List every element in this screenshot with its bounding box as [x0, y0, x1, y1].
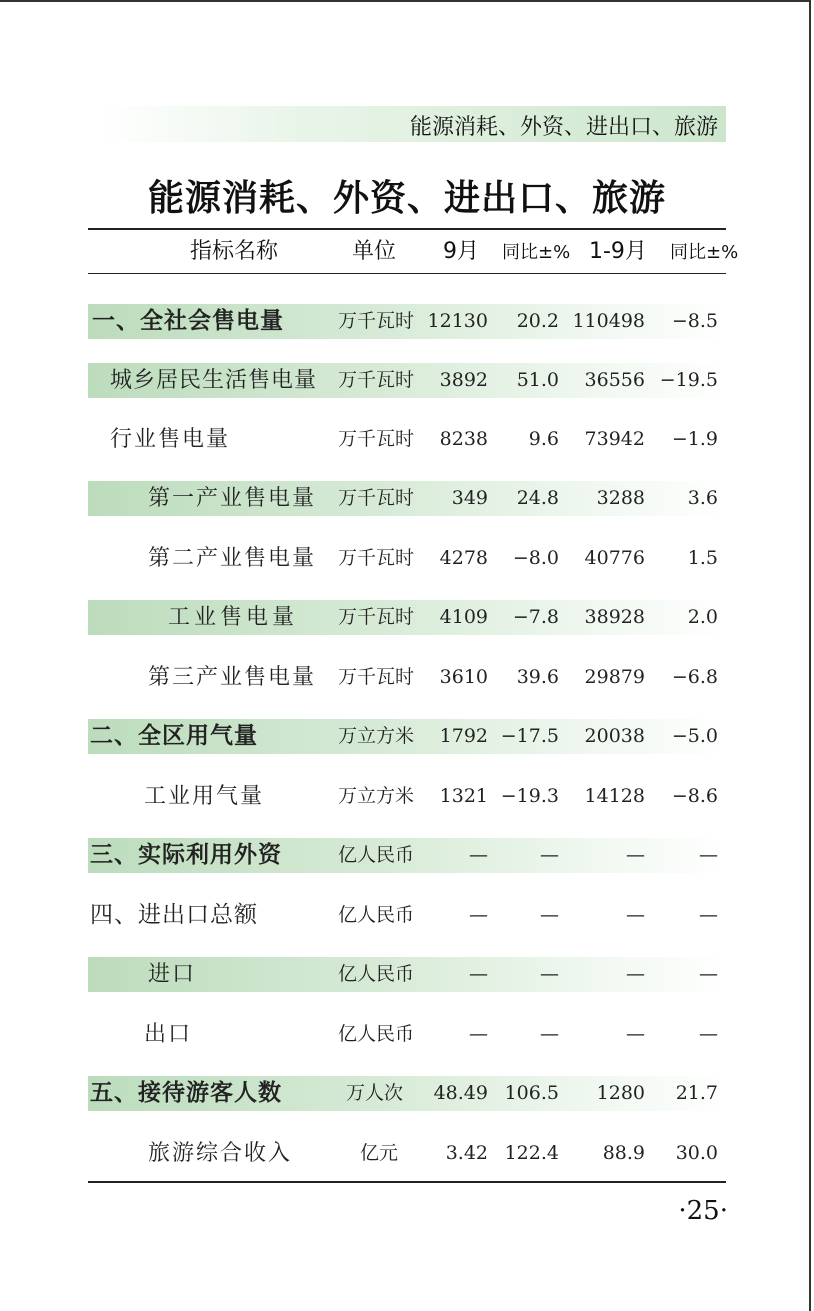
- row-month-yoy: 20.2: [516, 310, 559, 332]
- row-month-value: 3.42: [445, 1142, 488, 1164]
- table-row: [88, 541, 726, 576]
- row-ytd-value: 14128: [584, 785, 645, 807]
- table-row: [88, 838, 726, 873]
- row-name: 城乡居民生活售电量: [110, 368, 318, 393]
- table-row: [88, 363, 726, 398]
- row-ytd-yoy: −5.0: [671, 725, 718, 747]
- row-unit: 万千瓦时: [338, 666, 415, 688]
- row-ytd-value: 29879: [584, 666, 645, 688]
- row-name: 行业售电量: [110, 427, 231, 452]
- table-row: [88, 779, 726, 814]
- row-unit: 万立方米: [338, 785, 415, 807]
- page-number: ·25·: [678, 1196, 728, 1226]
- row-ytd-value: —: [626, 1023, 645, 1045]
- row-ytd-yoy: −1.9: [671, 428, 718, 450]
- row-month-yoy: 51.0: [516, 369, 559, 391]
- table-row: [88, 481, 726, 516]
- row-unit: 亿人民币: [338, 963, 415, 985]
- table-row: [88, 422, 726, 457]
- row-ytd-yoy: −19.5: [659, 369, 718, 391]
- row-ytd-value: —: [626, 963, 645, 985]
- row-month-value: —: [469, 844, 488, 866]
- row-ytd-value: —: [626, 844, 645, 866]
- row-month-yoy: 9.6: [528, 428, 559, 450]
- row-ytd-value: 73942: [584, 428, 645, 450]
- row-month-yoy: 122.4: [504, 1142, 559, 1164]
- row-unit: 亿元: [360, 1142, 399, 1164]
- header-name: 指标名称: [190, 239, 279, 264]
- row-name: 四、进出口总额: [90, 902, 258, 928]
- row-ytd-value: 1280: [596, 1082, 645, 1104]
- row-name: 第二产业售电量: [148, 546, 317, 571]
- table-row: [88, 1017, 726, 1052]
- row-unit: 万千瓦时: [338, 606, 415, 628]
- row-unit: 亿人民币: [338, 844, 415, 866]
- row-ytd-yoy: —: [699, 963, 718, 985]
- header-yoy-month: 同比±%: [502, 242, 571, 263]
- row-name: 第一产业售电量: [148, 486, 317, 511]
- row-ytd-value: 20038: [584, 725, 645, 747]
- table-row: [88, 304, 726, 339]
- row-month-value: 4278: [439, 547, 488, 569]
- row-unit: 亿人民币: [338, 904, 415, 926]
- row-month-value: 3610: [439, 666, 488, 688]
- row-ytd-yoy: 3.6: [687, 487, 718, 509]
- row-name: 五、接待游客人数: [90, 1080, 282, 1106]
- row-month-value: —: [469, 904, 488, 926]
- table-row: [88, 600, 726, 635]
- header-bottom-rule: [88, 273, 726, 274]
- row-month-yoy: −17.5: [500, 725, 559, 747]
- row-ytd-yoy: −6.8: [671, 666, 718, 688]
- row-month-yoy: —: [540, 844, 559, 866]
- row-name: 工业售电量: [168, 605, 299, 630]
- row-month-yoy: —: [540, 1023, 559, 1045]
- header-yoy-ytd: 同比±%: [670, 242, 739, 263]
- row-ytd-yoy: —: [699, 1023, 718, 1045]
- row-month-yoy: —: [540, 904, 559, 926]
- row-month-value: 48.49: [433, 1082, 488, 1104]
- table-row: [88, 660, 726, 695]
- table-top-rule: [88, 228, 726, 230]
- header-month: 9月: [443, 239, 479, 264]
- table-row: [88, 957, 726, 992]
- banner-text: 能源消耗、外资、进出口、旅游: [409, 115, 718, 140]
- row-unit: 万千瓦时: [338, 428, 415, 450]
- row-month-value: 4109: [439, 606, 488, 628]
- row-month-yoy: 106.5: [504, 1082, 559, 1104]
- row-month-yoy: −8.0: [512, 547, 559, 569]
- row-month-value: 349: [451, 487, 488, 509]
- header-unit: 单位: [352, 239, 397, 264]
- table-bottom-rule: [88, 1181, 726, 1183]
- row-unit: 万千瓦时: [338, 310, 415, 332]
- row-month-yoy: 39.6: [516, 666, 559, 688]
- row-month-value: —: [469, 963, 488, 985]
- header-ytd: 1-9月: [589, 239, 647, 264]
- row-ytd-yoy: −8.5: [671, 310, 718, 332]
- row-ytd-yoy: 21.7: [675, 1082, 718, 1104]
- row-unit: 万千瓦时: [338, 547, 415, 569]
- row-month-yoy: 24.8: [516, 487, 559, 509]
- row-unit: 万千瓦时: [338, 369, 415, 391]
- row-unit: 亿人民币: [338, 1023, 415, 1045]
- row-month-yoy: —: [540, 963, 559, 985]
- row-ytd-yoy: −8.6: [671, 785, 718, 807]
- row-ytd-value: 36556: [584, 369, 645, 391]
- row-name: 工业用气量: [144, 784, 265, 809]
- row-month-value: 12130: [427, 310, 488, 332]
- row-month-value: 1792: [439, 725, 488, 747]
- row-ytd-yoy: 1.5: [687, 547, 718, 569]
- row-month-value: 1321: [439, 785, 488, 807]
- row-ytd-value: 88.9: [602, 1142, 645, 1164]
- row-name: 进口: [148, 962, 197, 987]
- table-row: [88, 1136, 726, 1171]
- row-ytd-yoy: 30.0: [675, 1142, 718, 1164]
- row-unit: 万千瓦时: [338, 487, 415, 509]
- row-name: 出口: [144, 1022, 193, 1047]
- row-month-value: 3892: [439, 369, 488, 391]
- row-month-yoy: −19.3: [500, 785, 559, 807]
- section-banner: [100, 106, 726, 142]
- row-ytd-value: 40776: [584, 547, 645, 569]
- table-row: [88, 898, 726, 933]
- row-month-value: —: [469, 1023, 488, 1045]
- row-name: 一、全社会售电量: [92, 308, 284, 334]
- row-ytd-value: 3288: [596, 487, 645, 509]
- row-month-value: 8238: [439, 428, 488, 450]
- row-unit: 万人次: [346, 1082, 404, 1104]
- page-title: 能源消耗、外资、进出口、旅游: [147, 177, 666, 219]
- row-ytd-value: —: [626, 904, 645, 926]
- row-name: 旅游综合收入: [148, 1141, 293, 1166]
- row-name: 二、全区用气量: [90, 723, 258, 749]
- table-row: [88, 1076, 726, 1111]
- table-row: [88, 719, 726, 754]
- row-month-yoy: −7.8: [512, 606, 559, 628]
- row-ytd-yoy: —: [699, 844, 718, 866]
- row-ytd-yoy: 2.0: [687, 606, 718, 628]
- row-name: 三、实际利用外资: [90, 842, 282, 868]
- row-ytd-value: 110498: [572, 310, 645, 332]
- row-unit: 万立方米: [338, 725, 415, 747]
- row-ytd-yoy: —: [699, 904, 718, 926]
- row-ytd-value: 38928: [584, 606, 645, 628]
- row-name: 第三产业售电量: [148, 665, 317, 690]
